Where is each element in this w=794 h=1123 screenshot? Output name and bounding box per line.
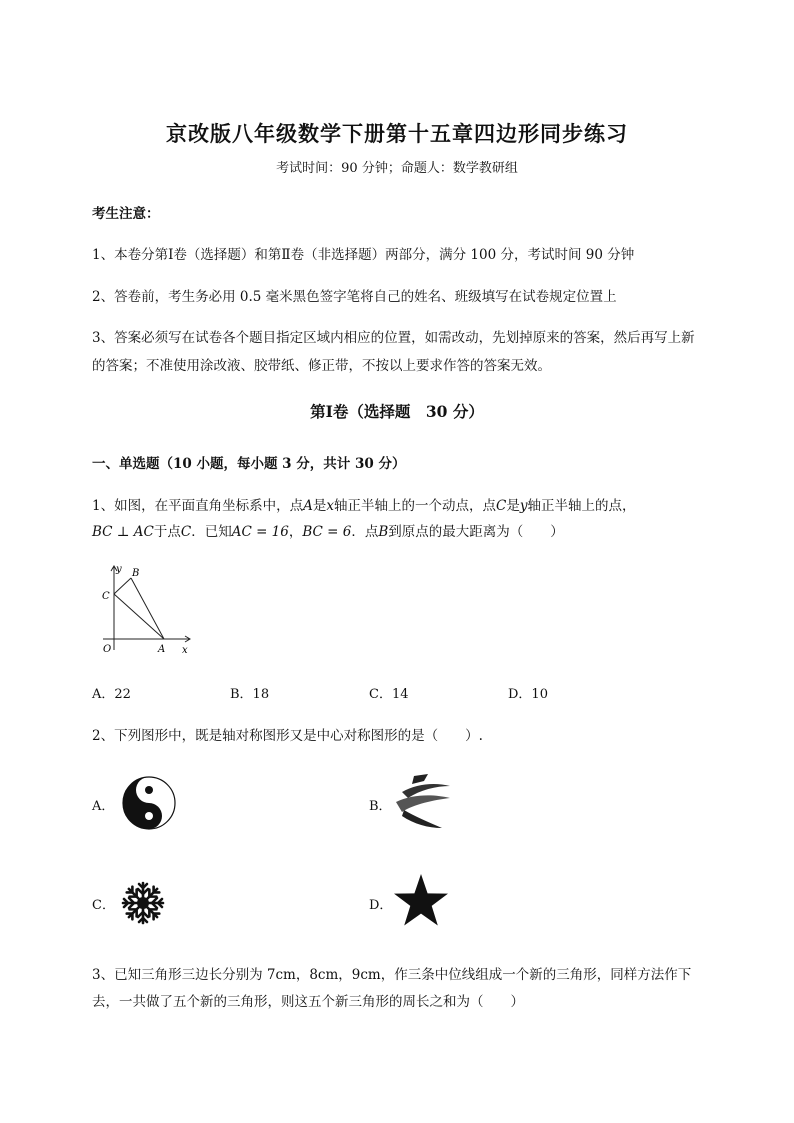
segment-ba	[131, 578, 164, 639]
q1-option-c[interactable]: C．14	[369, 687, 409, 702]
label-x: x	[182, 645, 188, 656]
label-b: B	[132, 568, 140, 579]
segment-cb	[114, 578, 131, 594]
q3-stem-line2: 去，一共做了五个新的三角形，则这五个新三角形的周长之和为（ ）	[92, 994, 524, 1010]
swirl-logo-icon	[394, 772, 452, 832]
exam-info: 考试时间：90 分钟；命题人：数学教研组	[276, 161, 518, 176]
part-heading: 一、单选题（10 小题，每小题 3 分，共计 30 分）	[92, 456, 406, 472]
label-y: y	[116, 564, 122, 575]
q1-figure	[98, 562, 198, 660]
q3-stem-line1: 3、已知三角形三边长分别为 7cm，8cm，9cm，作三条中位线组成一个新的三角形，同样方法作下	[92, 967, 692, 983]
section-title: 第Ⅰ卷（选择题 30 分）	[310, 402, 484, 421]
star-icon	[392, 873, 450, 929]
notice-item-1: 1、本卷分第Ⅰ卷（选择题）和第Ⅱ卷（非选择题）两部分，满分 100 分，考试时间 90 分钟	[92, 247, 635, 263]
q1-option-b[interactable]: B．18	[230, 687, 270, 702]
q2-option-a[interactable]: A．	[92, 799, 115, 814]
page-title: 京改版八年级数学下册第十五章四边形同步练习	[166, 121, 628, 146]
q1-stem-line1: 1、如图，在平面直角坐标系中，点A是x轴正半轴上的一个动点，点C是y轴正半轴上的点，	[92, 498, 636, 514]
q2-stem: 2、下列图形中，既是轴对称图形又是中心对称图形的是（ ）.	[92, 728, 483, 744]
q1-option-d[interactable]: D．10	[508, 687, 548, 702]
snowflake-icon	[120, 880, 166, 926]
q2-option-d[interactable]: D．	[369, 898, 393, 913]
notice-heading: 考生注意：	[92, 206, 160, 222]
label-o: O	[103, 644, 112, 655]
q1-option-a[interactable]: A．22	[92, 687, 131, 702]
notice-item-3-cont: 的答案；不准使用涂改液、胶带纸、修正带，不按以上要求作答的答案无效。	[92, 358, 551, 374]
q2-option-c[interactable]: C．	[92, 898, 115, 913]
yin-yang-icon	[122, 776, 176, 830]
notice-item-3: 3、答案必须写在试卷各个题目指定区域内相应的位置，如需改动，先划掉原来的答案，然后再写上新	[92, 330, 695, 346]
segment-ca	[114, 594, 164, 639]
q2-option-b[interactable]: B．	[369, 799, 392, 814]
label-a: A	[158, 644, 166, 655]
label-c: C	[102, 591, 110, 602]
q1-stem-line2: BC ⊥ AC于点C．已知AC = 16，BC = 6．点B到原点的最大距离为（ ）	[92, 524, 564, 540]
notice-item-2: 2、答卷前，考生务必用 0.5 毫米黑色签字笔将自己的姓名、班级填写在试卷规定位置上	[92, 289, 617, 305]
